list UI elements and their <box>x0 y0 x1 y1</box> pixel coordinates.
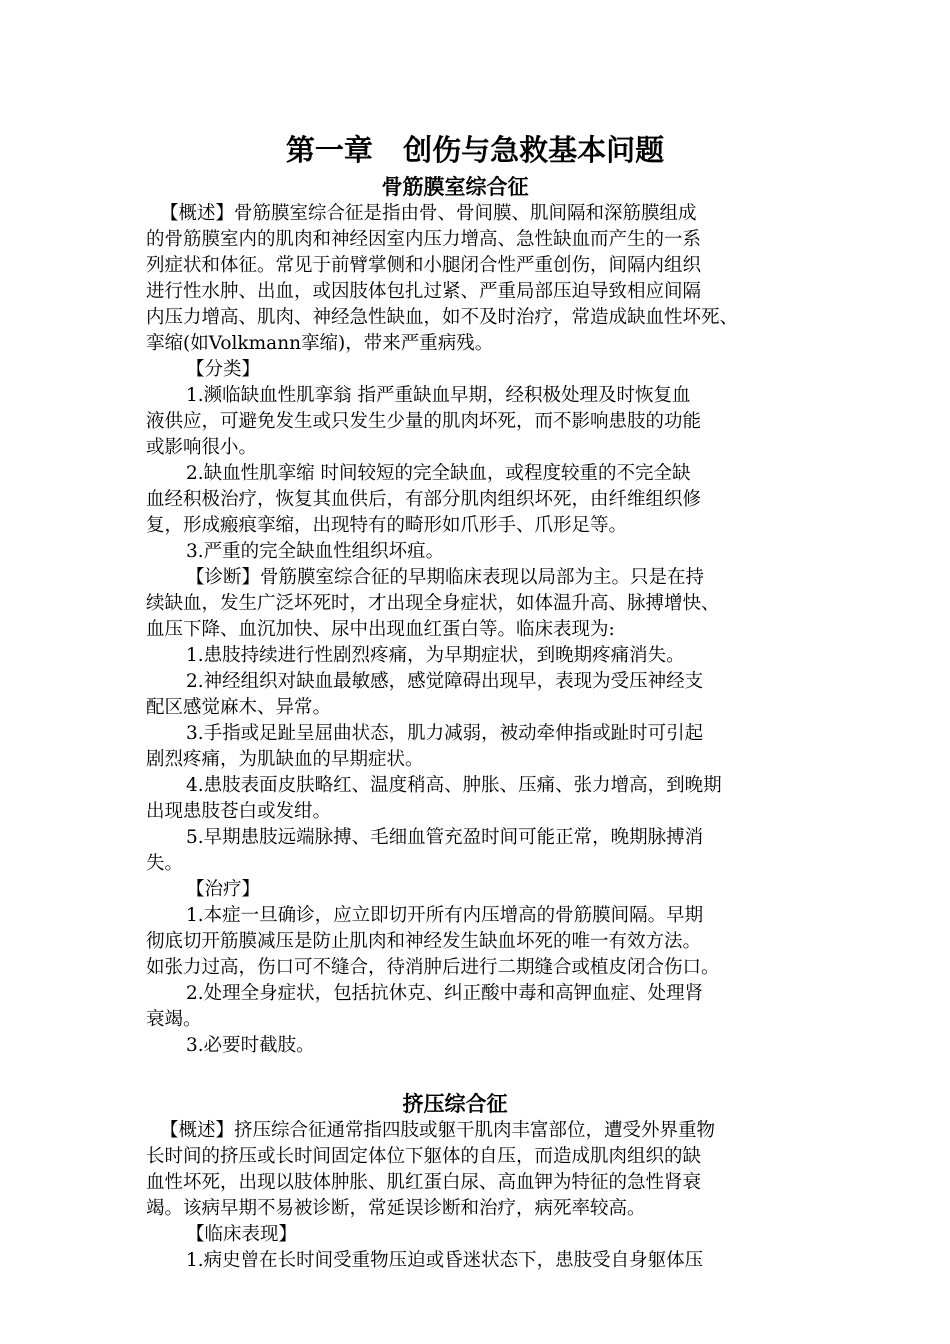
paragraph-line: 配区感觉麻木、异常。 <box>146 697 332 718</box>
paragraph-line: 5.早期患肢远端脉搏、毛细血管充盈时间可能正常，晚期脉搏消 <box>186 827 704 848</box>
paragraph-line: 【诊断】骨筋膜室综合征的早期临床表现以局部为主。只是在持 <box>186 567 705 588</box>
paragraph-line: 长时间的挤压或长时间固定体位下躯体的自压，而造成肌肉组织的缺 <box>146 1146 702 1167</box>
paragraph-line: 【概述】骨筋膜室综合征是指由骨、骨间膜、肌间隔和深筋膜组成 <box>160 203 697 224</box>
chapter-title: 第一章 创伤与急救基本问题 <box>285 133 665 167</box>
paragraph-line: 续缺血，发生广泛坏死时，才出现全身症状，如体温升高、脉搏增快、 <box>146 593 720 614</box>
paragraph-line: 彻底切开筋膜减压是防止肌肉和神经发生缺血坏死的唯一有效方法。 <box>146 931 702 952</box>
paragraph-line: 失。 <box>146 853 184 874</box>
paragraph-line: 衰竭。 <box>146 1009 202 1030</box>
paragraph-line: 复，形成瘢痕挛缩，出现特有的畸形如爪形手、爪形足等。 <box>146 515 628 536</box>
paragraph-line: 液供应，可避免发生或只发生少量的肌肉坏死，而不影响患肢的功能 <box>146 411 702 432</box>
paragraph-line: 2.缺血性肌挛缩 时间较短的完全缺血，或程度较重的不完全缺 <box>186 463 691 484</box>
paragraph-line: 出现患肢苍白或发绀。 <box>146 801 332 822</box>
paragraph-line: 内压力增高、肌肉、神经急性缺血，如不及时治疗，常造成缺血性坏死、 <box>146 307 739 328</box>
paragraph-line: 剧烈疼痛，为肌缺血的早期症状。 <box>146 749 424 770</box>
paragraph-line: 进行性水肿、出血，或因肢体包扎过紧、严重局部压迫导致相应间隔 <box>146 281 702 302</box>
subheading-classification: 【分类】 <box>186 359 261 380</box>
paragraph-line: 1.濒临缺血性肌挛翁 指严重缺血早期，经积极处理及时恢复血 <box>186 385 691 406</box>
subheading-clinical-manifestations: 【临床表现】 <box>186 1224 298 1245</box>
section-title-compartment-syndrome: 骨筋膜室综合征 <box>381 175 529 199</box>
paragraph-line: 挛缩(如Volkmann挛缩)，带来严重病残。 <box>146 333 494 354</box>
paragraph-line: 3.必要时截肢。 <box>186 1035 315 1056</box>
paragraph-line: 4.患肢表面皮肤略红、温度稍高、肿胀、压痛、张力增高，到晚期 <box>186 775 722 796</box>
paragraph-line: 血压下降、血沉加快、尿中出现血红蛋白等。临床表现为: <box>146 619 615 640</box>
paragraph-line: 2.处理全身症状，包括抗休克、纠正酸中毒和高钾血症、处理肾 <box>186 983 704 1004</box>
paragraph-line: 列症状和体征。常见于前臂掌侧和小腿闭合性严重创伤，间隔内组织 <box>146 255 702 276</box>
section-title-crush-syndrome: 挤压综合征 <box>402 1092 508 1116</box>
paragraph-line: 3.严重的完全缺血性组织坏疽。 <box>186 541 445 562</box>
paragraph-line: 1.病史曾在长时间受重物压迫或昏迷状态下，患肢受自身躯体压 <box>186 1250 704 1271</box>
paragraph-line: 或影响很小。 <box>146 437 258 458</box>
paragraph-line: 竭。该病早期不易被诊断，常延误诊断和治疗，病死率较高。 <box>146 1198 646 1219</box>
paragraph-line: 3.手指或足趾呈屈曲状态，肌力减弱，被动牵伸指或趾时可引起 <box>186 723 704 744</box>
paragraph-line: 2.神经组织对缺血最敏感，感觉障碍出现早，表现为受压神经支 <box>186 671 704 692</box>
paragraph-line: 1.患肢持续进行性剧烈疼痛，为早期症状，到晚期疼痛消失。 <box>186 645 685 666</box>
paragraph-line: 1.本症一旦确诊，应立即切开所有内压增高的骨筋膜间隔。早期 <box>186 905 704 926</box>
paragraph-line: 【概述】挤压综合征通常指四肢或躯干肌肉丰富部位，遭受外界重物 <box>160 1120 716 1141</box>
paragraph-line: 如张力过高，伤口可不缝合，待消肿后进行二期缝合或植皮闭合伤口。 <box>146 957 720 978</box>
paragraph-line: 的骨筋膜室内的肌肉和神经因室内压力增高、急性缺血而产生的一系 <box>146 229 702 250</box>
subheading-treatment: 【治疗】 <box>186 879 261 900</box>
paragraph-line: 血经积极治疗，恢复其血供后，有部分肌肉组织坏死，由纤维组织修 <box>146 489 702 510</box>
paragraph-line: 血性坏死，出现以肢体肿胀、肌红蛋白尿、高血钾为特征的急性肾衰 <box>146 1172 702 1193</box>
